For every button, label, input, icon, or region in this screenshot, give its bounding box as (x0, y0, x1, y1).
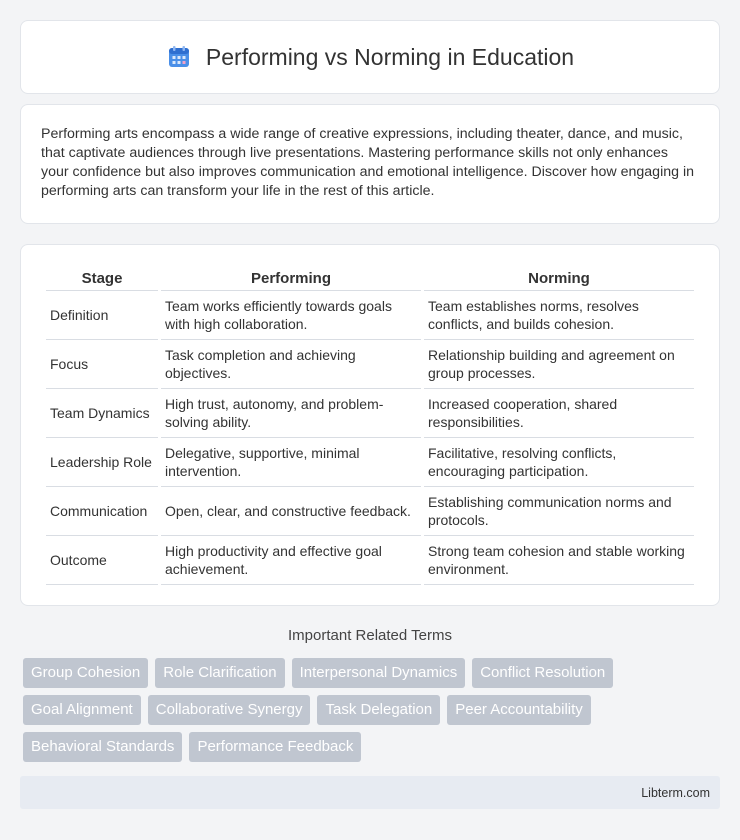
footer-site-link[interactable]: Libterm.com (641, 785, 710, 800)
performing-cell: Team works efficiently towards goals with high collaboration. (161, 290, 421, 339)
stage-cell: Definition (46, 290, 158, 339)
term-tag[interactable]: Task Delegation (317, 695, 440, 725)
norming-cell: Increased cooperation, shared responsibilities. (424, 388, 694, 437)
page-title: Performing vs Norming in Education (205, 43, 575, 70)
term-tag[interactable]: Collaborative Synergy (148, 695, 311, 725)
comparison-table (43, 267, 697, 585)
term-tag[interactable]: Role Clarification (155, 658, 284, 688)
performing-cell: Delegative, supportive, minimal intervention. (161, 437, 421, 486)
norming-cell: Strong team cohesion and stable working environment. (424, 535, 694, 585)
related-terms-list (23, 658, 723, 762)
table-row (46, 437, 694, 486)
term-tag[interactable]: Behavioral Standards (23, 732, 182, 762)
column-header-stage: Stage (81, 270, 123, 287)
term-tag[interactable]: Group Cohesion (23, 658, 148, 688)
title-wrap (166, 44, 574, 71)
stage-cell: Focus (46, 339, 158, 388)
term-tag[interactable]: Performance Feedback (189, 732, 361, 762)
comparison-table-card (20, 244, 720, 606)
performing-cell: High trust, autonomy, and problem-solving ability. (161, 388, 421, 437)
term-tag[interactable]: Goal Alignment (23, 695, 141, 725)
related-terms-heading: Important Related Terms (288, 627, 452, 644)
table-row (46, 535, 694, 585)
table-row (46, 388, 694, 437)
column-header-norming: Norming (528, 270, 590, 287)
norming-cell: Facilitative, resolving conflicts, encouraging participation. (424, 437, 694, 486)
term-tag[interactable]: Peer Accountability (447, 695, 591, 725)
performing-cell: Open, clear, and constructive feedback. (161, 486, 421, 535)
table-row (46, 339, 694, 388)
stage-cell: Outcome (46, 535, 158, 585)
norming-cell: Establishing communication norms and protocols. (424, 486, 694, 535)
column-header-performing: Performing (250, 270, 331, 287)
norming-cell: Team establishes norms, resolves conflicts, and builds cohesion. (424, 290, 694, 339)
intro-card (20, 104, 720, 224)
stage-cell: Team Dynamics (46, 388, 158, 437)
table-row (46, 290, 694, 339)
term-tag[interactable]: Interpersonal Dynamics (292, 658, 466, 688)
term-tag[interactable]: Conflict Resolution (472, 658, 613, 688)
table-row (46, 486, 694, 535)
intro-paragraph: Performing arts encompass a wide range of creative expressions, including theater, dance, and music, that captivate audiences through live presentations. Mastering performance skills not only enhances your confidence but also improves communication and emotional intelligence. Discover how engaging in performing arts can transform your life in the rest of this article. (41, 126, 694, 199)
norming-cell: Relationship building and agreement on group processes. (424, 339, 694, 388)
stage-cell: Communication (46, 486, 158, 535)
performing-cell: Task completion and achieving objectives. (161, 339, 421, 388)
calendar-icon (166, 44, 192, 70)
header-card (20, 20, 720, 94)
table-header-row (46, 267, 694, 290)
stage-cell: Leadership Role (46, 437, 158, 486)
footer (20, 776, 720, 809)
performing-cell: High productivity and effective goal achievement. (161, 535, 421, 585)
